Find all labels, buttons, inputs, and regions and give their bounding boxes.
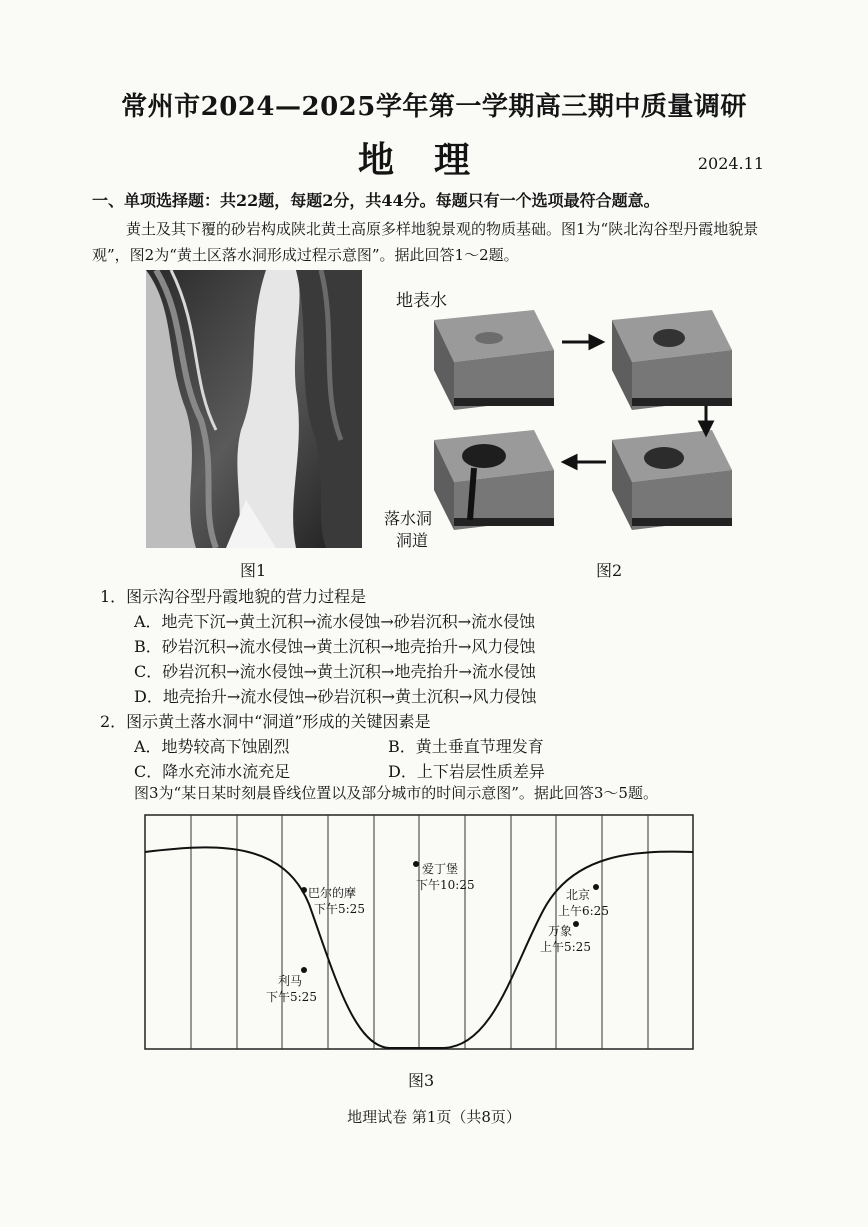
- city-time-edinburgh: 下午10:25: [416, 878, 475, 892]
- question-1-option-d: D．地壳抬升→流水侵蚀→砂岩沉积→黄土沉积→风力侵蚀: [134, 687, 537, 706]
- city-name-edinburgh: 爱丁堡: [422, 862, 459, 876]
- city-name-baltimore: 巴尔的摩: [308, 886, 357, 900]
- city-point-baltimore: [301, 887, 307, 893]
- city-point-beijing: [593, 884, 599, 890]
- question-1-option-b: B．砂岩沉积→流水侵蚀→黄土沉积→地壳抬升→风力侵蚀: [134, 637, 536, 656]
- exam-title: 常州市2024—2025学年第一学期高三期中质量调研: [121, 92, 747, 122]
- section-heading: 一、单项选择题：共22题，每题2分，共44分。每题只有一个选项最符合题意。: [92, 191, 660, 210]
- question-2-option-c: C．降水充沛水流充足: [134, 762, 291, 781]
- page-footer: 地理试卷 第1页（共8页）: [347, 1108, 521, 1126]
- exam-date: 2024.11: [697, 154, 764, 173]
- figure3-terminator-diagram: [144, 814, 694, 1050]
- figure1-canyon-photo: [146, 270, 362, 548]
- block-stage-2: [612, 310, 732, 410]
- block-stage-1: [434, 310, 554, 410]
- question-2-option-a: A．地势较高下蚀剧烈: [134, 737, 290, 756]
- subject-title: 地理: [357, 139, 510, 181]
- figure3-caption: 图3: [408, 1071, 435, 1090]
- figure2-caption: 图2: [596, 561, 623, 580]
- city-time-lima: 下午5:25: [266, 990, 317, 1004]
- label-sinkhole: 落水洞: [384, 509, 433, 528]
- question-1-stem: 1．图示沟谷型丹霞地貌的营力过程是: [100, 587, 367, 606]
- question-1-option-c: C．砂岩沉积→流水侵蚀→黄土沉积→地壳抬升→流水侵蚀: [134, 662, 536, 681]
- question-1-option-a: A．地壳下沉→黄土沉积→流水侵蚀→砂岩沉积→流水侵蚀: [134, 612, 536, 631]
- city-point-vientiane: [573, 921, 579, 927]
- question-2-option-d: D．上下岩层性质差异: [388, 762, 545, 781]
- city-time-vientiane: 上午5:25: [540, 940, 591, 954]
- city-point-edinburgh: [413, 861, 419, 867]
- block-stage-4: [434, 430, 554, 530]
- city-time-baltimore: 下午5:25: [314, 902, 365, 916]
- figure1-caption: 图1: [240, 561, 267, 580]
- figure2-sinkhole-diagram: [384, 280, 754, 550]
- question-2-stem: 2．图示黄土落水洞中“洞道”形成的关键因素是: [100, 712, 431, 731]
- block-stage-3: [612, 430, 732, 530]
- label-channel: 洞道: [396, 531, 429, 550]
- city-time-beijing: 上午6:25: [558, 904, 609, 918]
- meridian-lines: [191, 815, 648, 1049]
- label-surface-water: 地表水: [396, 291, 447, 311]
- question-2-option-b: B．黄土垂直节理发育: [388, 737, 544, 756]
- city-name-beijing: 北京: [566, 888, 591, 902]
- city-name-vientiane: 万象: [548, 924, 573, 938]
- intro-paragraph-2: 图3为“某日某时刻晨昏线位置以及部分城市的时间示意图”。据此回答3～5题。: [134, 784, 658, 802]
- city-name-lima: 利马: [278, 974, 303, 988]
- intro-paragraph-1: 黄土及其下覆的砂岩构成陕北黄土高原多样地貌景观的物质基础。图1为“陕北沟谷型丹霞地貌景观”，图2为“黄土区落水洞形成过程示意图”。据此回答1～2题。: [92, 220, 759, 264]
